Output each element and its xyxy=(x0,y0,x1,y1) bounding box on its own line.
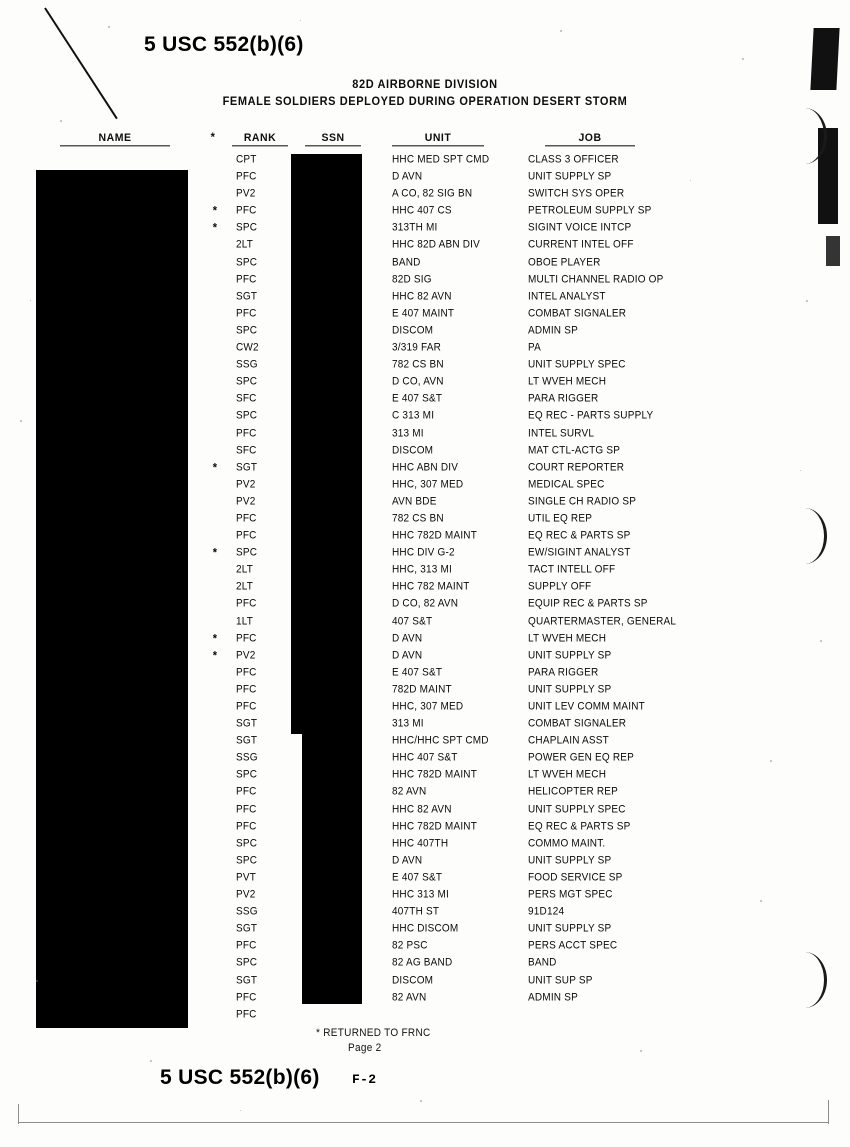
cell-job: EQ REC & PARTS SP xyxy=(528,529,631,542)
cell-returned-flag: * xyxy=(212,460,218,475)
cell-rank: SGT xyxy=(236,461,258,474)
cell-unit: D CO, AVN xyxy=(392,375,444,388)
table-row xyxy=(0,564,790,581)
cell-job: LT WVEH MECH xyxy=(528,375,607,388)
cell-rank: SPC xyxy=(236,221,258,235)
cell-job: UTIL EQ REP xyxy=(528,512,593,525)
table-row xyxy=(0,376,790,393)
footnote-page-number: Page 2 xyxy=(348,1042,382,1055)
table-row xyxy=(0,872,790,889)
column-header-name: NAME xyxy=(60,132,170,147)
scan-speckle xyxy=(150,1060,152,1062)
cell-rank: PFC xyxy=(236,272,257,286)
scan-speckle xyxy=(820,640,822,642)
cell-rank: PVT xyxy=(236,871,257,884)
cell-unit: 782 CS BN xyxy=(392,512,444,525)
cell-unit: 782D MAINT xyxy=(392,683,452,696)
table-row xyxy=(0,479,790,496)
cell-unit: HHC ABN DIV xyxy=(392,461,459,474)
cell-rank: 2LT xyxy=(236,563,254,576)
cell-rank: SSG xyxy=(236,358,258,371)
cell-rank: SGT xyxy=(236,922,258,935)
table-row xyxy=(0,428,790,445)
table-row xyxy=(0,752,790,769)
table-row xyxy=(0,1009,790,1026)
cell-job: FOOD SERVICE SP xyxy=(528,871,623,884)
cell-rank: CPT xyxy=(236,153,257,166)
cell-job: 91D124 xyxy=(528,905,565,918)
table-row xyxy=(0,838,790,855)
cell-unit: HHC 407TH xyxy=(392,837,449,850)
table-row xyxy=(0,274,790,291)
cell-job: HELICOPTER REP xyxy=(528,785,619,799)
table-row xyxy=(0,957,790,974)
cell-unit: 313 MI xyxy=(392,426,424,440)
cell-rank: SPC xyxy=(236,375,258,388)
table-row xyxy=(0,291,790,308)
table-row xyxy=(0,171,790,188)
scan-frame-left xyxy=(18,1104,19,1124)
cell-rank: PFC xyxy=(236,802,257,816)
cell-unit: 82 AVN xyxy=(392,990,427,1004)
cell-job: EW/SIGINT ANALYST xyxy=(528,546,631,559)
cell-job: PA xyxy=(528,341,541,354)
scan-speckle xyxy=(36,980,38,982)
cell-job: UNIT LEV COMM MAINT xyxy=(528,700,645,713)
cell-unit: 407 S&T xyxy=(392,614,433,628)
cell-job: TACT INTELL OFF xyxy=(528,563,616,576)
cell-unit: E 407 S&T xyxy=(392,392,443,405)
cell-job: ADMIN SP xyxy=(528,990,578,1004)
cell-returned-flag: * xyxy=(212,204,218,219)
cell-rank: SPC xyxy=(236,854,258,867)
cell-returned-flag: * xyxy=(212,648,218,663)
cell-unit: 407TH ST xyxy=(392,905,440,918)
cell-unit: AVN BDE xyxy=(392,495,437,508)
table-row xyxy=(0,547,790,564)
cell-unit: D AVN xyxy=(392,854,423,867)
cell-unit: D CO, 82 AVN xyxy=(392,597,459,611)
cell-returned-flag: * xyxy=(212,546,218,560)
table-row xyxy=(0,222,790,239)
cell-rank: PV2 xyxy=(236,495,256,508)
cell-rank: SPC xyxy=(236,768,258,782)
cell-job: POWER GEN EQ REP xyxy=(528,751,634,764)
cell-job: LT WVEH MECH xyxy=(528,768,607,782)
table-row xyxy=(0,393,790,410)
table-row xyxy=(0,462,790,479)
cell-rank: SSG xyxy=(236,751,258,764)
cell-rank: SFC xyxy=(236,443,257,457)
cell-job: SIGINT VOICE INTCP xyxy=(528,221,632,235)
cell-job: COMBAT SIGNALER xyxy=(528,717,627,730)
table-row xyxy=(0,821,790,838)
cell-job: UNIT SUPPLY SPEC xyxy=(528,802,626,816)
table-row xyxy=(0,342,790,359)
cell-unit: HHC 82D ABN DIV xyxy=(392,238,481,252)
scan-speckle xyxy=(20,420,22,422)
table-row xyxy=(0,633,790,650)
table-row xyxy=(0,940,790,957)
table-row xyxy=(0,718,790,735)
cell-unit: HHC, 307 MED xyxy=(392,478,464,491)
cell-unit: 313 MI xyxy=(392,717,424,730)
cell-job: MAT CTL-ACTG SP xyxy=(528,443,621,457)
cell-rank: PFC xyxy=(236,426,257,440)
table-row xyxy=(0,684,790,701)
cell-rank: PFC xyxy=(236,631,257,645)
cell-unit: E 407 S&T xyxy=(392,666,443,679)
table-row xyxy=(0,496,790,513)
scan-speckle xyxy=(30,300,31,301)
table-row xyxy=(0,804,790,821)
scan-speckle xyxy=(770,760,772,762)
cell-unit: HHC 782 MAINT xyxy=(392,580,470,594)
cell-job: UNIT SUPPLY SP xyxy=(528,922,612,935)
scan-speckle xyxy=(300,20,301,21)
cell-rank: PV2 xyxy=(236,187,256,200)
cell-unit: HHC 82 AVN xyxy=(392,290,452,303)
cell-job: COMMO MAINT. xyxy=(528,837,606,850)
scan-speckle xyxy=(640,1050,642,1052)
cell-job: COMBAT SIGNALER xyxy=(528,307,627,320)
cell-unit: 82 AVN xyxy=(392,785,427,799)
cell-unit: HHC 782D MAINT xyxy=(392,529,478,542)
cell-job: UNIT SUPPLY SP xyxy=(528,649,612,662)
cell-rank: SGT xyxy=(236,973,258,987)
cell-job: CURRENT INTEL OFF xyxy=(528,238,634,252)
table-row xyxy=(0,889,790,906)
cell-rank: SGT xyxy=(236,734,258,747)
table-row xyxy=(0,239,790,256)
table-row xyxy=(0,786,790,803)
scan-speckle xyxy=(742,58,744,60)
scan-speckle xyxy=(560,30,562,32)
cell-rank: PFC xyxy=(236,700,257,713)
table-row xyxy=(0,769,790,786)
table-row xyxy=(0,513,790,530)
table-row xyxy=(0,205,790,222)
cell-job: UNIT SUPPLY SP xyxy=(528,854,612,867)
cell-unit: HHC 407 S&T xyxy=(392,751,458,764)
scan-speckle xyxy=(60,120,62,122)
cell-job: PERS MGT SPEC xyxy=(528,888,613,901)
cell-unit: HHC, 307 MED xyxy=(392,700,464,713)
cell-rank: 2LT xyxy=(236,238,254,252)
cell-rank: PV2 xyxy=(236,478,256,491)
scan-speckle xyxy=(420,1100,422,1102)
document-header xyxy=(0,78,850,110)
cell-rank: SPC xyxy=(236,324,258,337)
cell-job: UNIT SUPPLY SP xyxy=(528,683,612,696)
cell-rank: SGT xyxy=(236,290,258,303)
table-row xyxy=(0,906,790,923)
table-row xyxy=(0,855,790,872)
cell-job: ADMIN SP xyxy=(528,324,578,337)
table-row xyxy=(0,257,790,274)
scan-speckle xyxy=(240,1110,241,1111)
cell-unit: BAND xyxy=(392,255,421,269)
cell-unit: HHC DISCOM xyxy=(392,922,459,935)
table-row xyxy=(0,667,790,684)
table-row xyxy=(0,325,790,342)
cell-unit: D AVN xyxy=(392,631,423,645)
column-header-asterisk: * xyxy=(210,131,216,145)
cell-rank: PFC xyxy=(236,666,257,679)
column-header-ssn: SSN xyxy=(305,132,361,147)
cell-unit: DISCOM xyxy=(392,443,434,457)
cell-unit: E 407 MAINT xyxy=(392,307,455,320)
cell-job: EQ REC & PARTS SP xyxy=(528,819,631,833)
table-row xyxy=(0,992,790,1009)
cell-job: UNIT SUP SP xyxy=(528,973,593,987)
cell-unit: HHC, 313 MI xyxy=(392,563,452,576)
table-row xyxy=(0,650,790,667)
cell-job: OBOE PLAYER xyxy=(528,255,601,269)
cell-rank: SGT xyxy=(236,717,258,730)
cell-rank: PFC xyxy=(236,170,257,183)
table-row xyxy=(0,975,790,992)
cell-rank: PFC xyxy=(236,512,257,525)
cell-unit: 3/319 FAR xyxy=(392,341,442,354)
cell-job: INTEL ANALYST xyxy=(528,290,606,303)
cell-job: CHAPLAIN ASST xyxy=(528,734,609,747)
cell-rank: PFC xyxy=(236,204,257,217)
cell-unit: HHC/HHC SPT CMD xyxy=(392,734,489,747)
scan-frame-right xyxy=(828,1100,829,1124)
cell-unit: HHC DIV G-2 xyxy=(392,546,455,559)
cell-unit: DISCOM xyxy=(392,324,434,337)
cell-rank: PV2 xyxy=(236,649,256,662)
cell-job: UNIT SUPPLY SPEC xyxy=(528,358,626,371)
cell-rank: SPC xyxy=(236,255,258,269)
cell-job: EQUIP REC & PARTS SP xyxy=(528,597,648,611)
cell-unit: DISCOM xyxy=(392,973,434,987)
cell-unit: HHC MED SPT CMD xyxy=(392,153,490,166)
cell-unit: 82 AG BAND xyxy=(392,956,453,970)
cell-rank: PFC xyxy=(236,307,257,320)
scan-speckle xyxy=(760,900,762,902)
cell-job: INTEL SURVL xyxy=(528,426,595,440)
column-header-unit: UNIT xyxy=(392,132,484,147)
cell-job: SUPPLY OFF xyxy=(528,580,592,594)
cell-unit: 82D SIG xyxy=(392,272,432,286)
foia-exemption-stamp-bottom: 5 USC 552(b)(6) xyxy=(160,1066,320,1089)
cell-rank: PFC xyxy=(236,785,257,799)
cell-job: SWITCH SYS OPER xyxy=(528,187,625,200)
scan-speckle xyxy=(690,180,691,181)
cell-unit: D AVN xyxy=(392,649,423,662)
cell-unit: E 407 S&T xyxy=(392,871,443,884)
foia-exemption-stamp-top: 5 USC 552(b)(6) xyxy=(144,33,304,56)
roster-rows xyxy=(0,154,790,1026)
binder-hole-mark xyxy=(790,508,827,564)
scan-edge-artifact xyxy=(826,236,840,266)
table-row xyxy=(0,308,790,325)
table-row xyxy=(0,616,790,633)
table-row xyxy=(0,530,790,547)
table-row xyxy=(0,735,790,752)
cell-rank: SPC xyxy=(236,546,258,559)
table-row xyxy=(0,923,790,940)
scan-speckle xyxy=(806,300,808,302)
cell-unit: 782 CS BN xyxy=(392,358,444,371)
cell-rank: PFC xyxy=(236,683,257,696)
cell-rank: SSG xyxy=(236,905,258,918)
cell-rank: SPC xyxy=(236,837,258,850)
cell-unit: A CO, 82 SIG BN xyxy=(392,187,473,200)
cell-job: EQ REC - PARTS SUPPLY xyxy=(528,409,654,423)
page-marker: F-2 xyxy=(352,1072,377,1087)
cell-unit: HHC 407 CS xyxy=(392,204,452,217)
cell-job: SINGLE CH RADIO SP xyxy=(528,495,637,508)
table-row xyxy=(0,188,790,205)
scan-speckle xyxy=(108,26,110,28)
cell-unit: 313TH MI xyxy=(392,221,438,235)
cell-rank: 2LT xyxy=(236,580,254,594)
cell-job: PARA RIGGER xyxy=(528,666,599,679)
cell-job: QUARTERMASTER, GENERAL xyxy=(528,614,677,628)
document-title-organization: 82D AIRBORNE DIVISION xyxy=(352,78,498,92)
scan-speckle xyxy=(800,470,801,471)
cell-job: COURT REPORTER xyxy=(528,461,625,474)
table-row xyxy=(0,445,790,462)
table-row xyxy=(0,359,790,376)
table-row xyxy=(0,581,790,598)
cell-rank: PFC xyxy=(236,597,257,611)
cell-job: MEDICAL SPEC xyxy=(528,478,605,491)
cell-rank: PFC xyxy=(236,529,257,542)
cell-unit: D AVN xyxy=(392,170,423,183)
cell-unit: HHC 313 MI xyxy=(392,888,450,901)
cell-returned-flag: * xyxy=(212,631,218,646)
cell-rank: SFC xyxy=(236,392,257,405)
cell-unit: C 313 MI xyxy=(392,409,435,423)
cell-job: BAND xyxy=(528,956,557,970)
cell-rank: SPC xyxy=(236,409,258,423)
cell-unit: HHC 782D MAINT xyxy=(392,768,478,782)
cell-rank: PFC xyxy=(236,819,257,833)
cell-rank: PFC xyxy=(236,939,257,952)
cell-unit: 82 PSC xyxy=(392,939,428,952)
table-row xyxy=(0,410,790,427)
column-header-job: JOB xyxy=(545,132,635,147)
cell-job: UNIT SUPPLY SP xyxy=(528,170,612,183)
table-row xyxy=(0,701,790,718)
cell-job: LT WVEH MECH xyxy=(528,631,607,645)
scan-frame-bottom xyxy=(18,1122,828,1123)
cell-job: MULTI CHANNEL RADIO OP xyxy=(528,272,664,286)
cell-rank: SPC xyxy=(236,956,258,970)
cell-job: PARA RIGGER xyxy=(528,392,599,405)
cell-job: PETROLEUM SUPPLY SP xyxy=(528,204,652,217)
cell-rank: 1LT xyxy=(236,614,254,628)
cell-job: PERS ACCT SPEC xyxy=(528,939,618,952)
cell-rank: CW2 xyxy=(236,341,259,354)
binder-hole-mark xyxy=(790,952,827,1008)
cell-rank: PFC xyxy=(236,1008,257,1021)
cell-returned-flag: * xyxy=(212,221,218,236)
cell-job: CLASS 3 OFFICER xyxy=(528,153,619,166)
table-row xyxy=(0,598,790,615)
column-header-rank: RANK xyxy=(232,132,288,147)
table-row xyxy=(0,154,790,171)
cell-rank: PFC xyxy=(236,990,257,1004)
cell-unit: HHC 782D MAINT xyxy=(392,819,478,833)
document-title-subject: FEMALE SOLDIERS DEPLOYED DURING OPERATION DESERT STORM xyxy=(222,95,628,109)
cell-rank: PV2 xyxy=(236,888,256,901)
footnote-returned: * RETURNED TO FRNC xyxy=(316,1027,431,1040)
cell-unit: HHC 82 AVN xyxy=(392,802,452,816)
